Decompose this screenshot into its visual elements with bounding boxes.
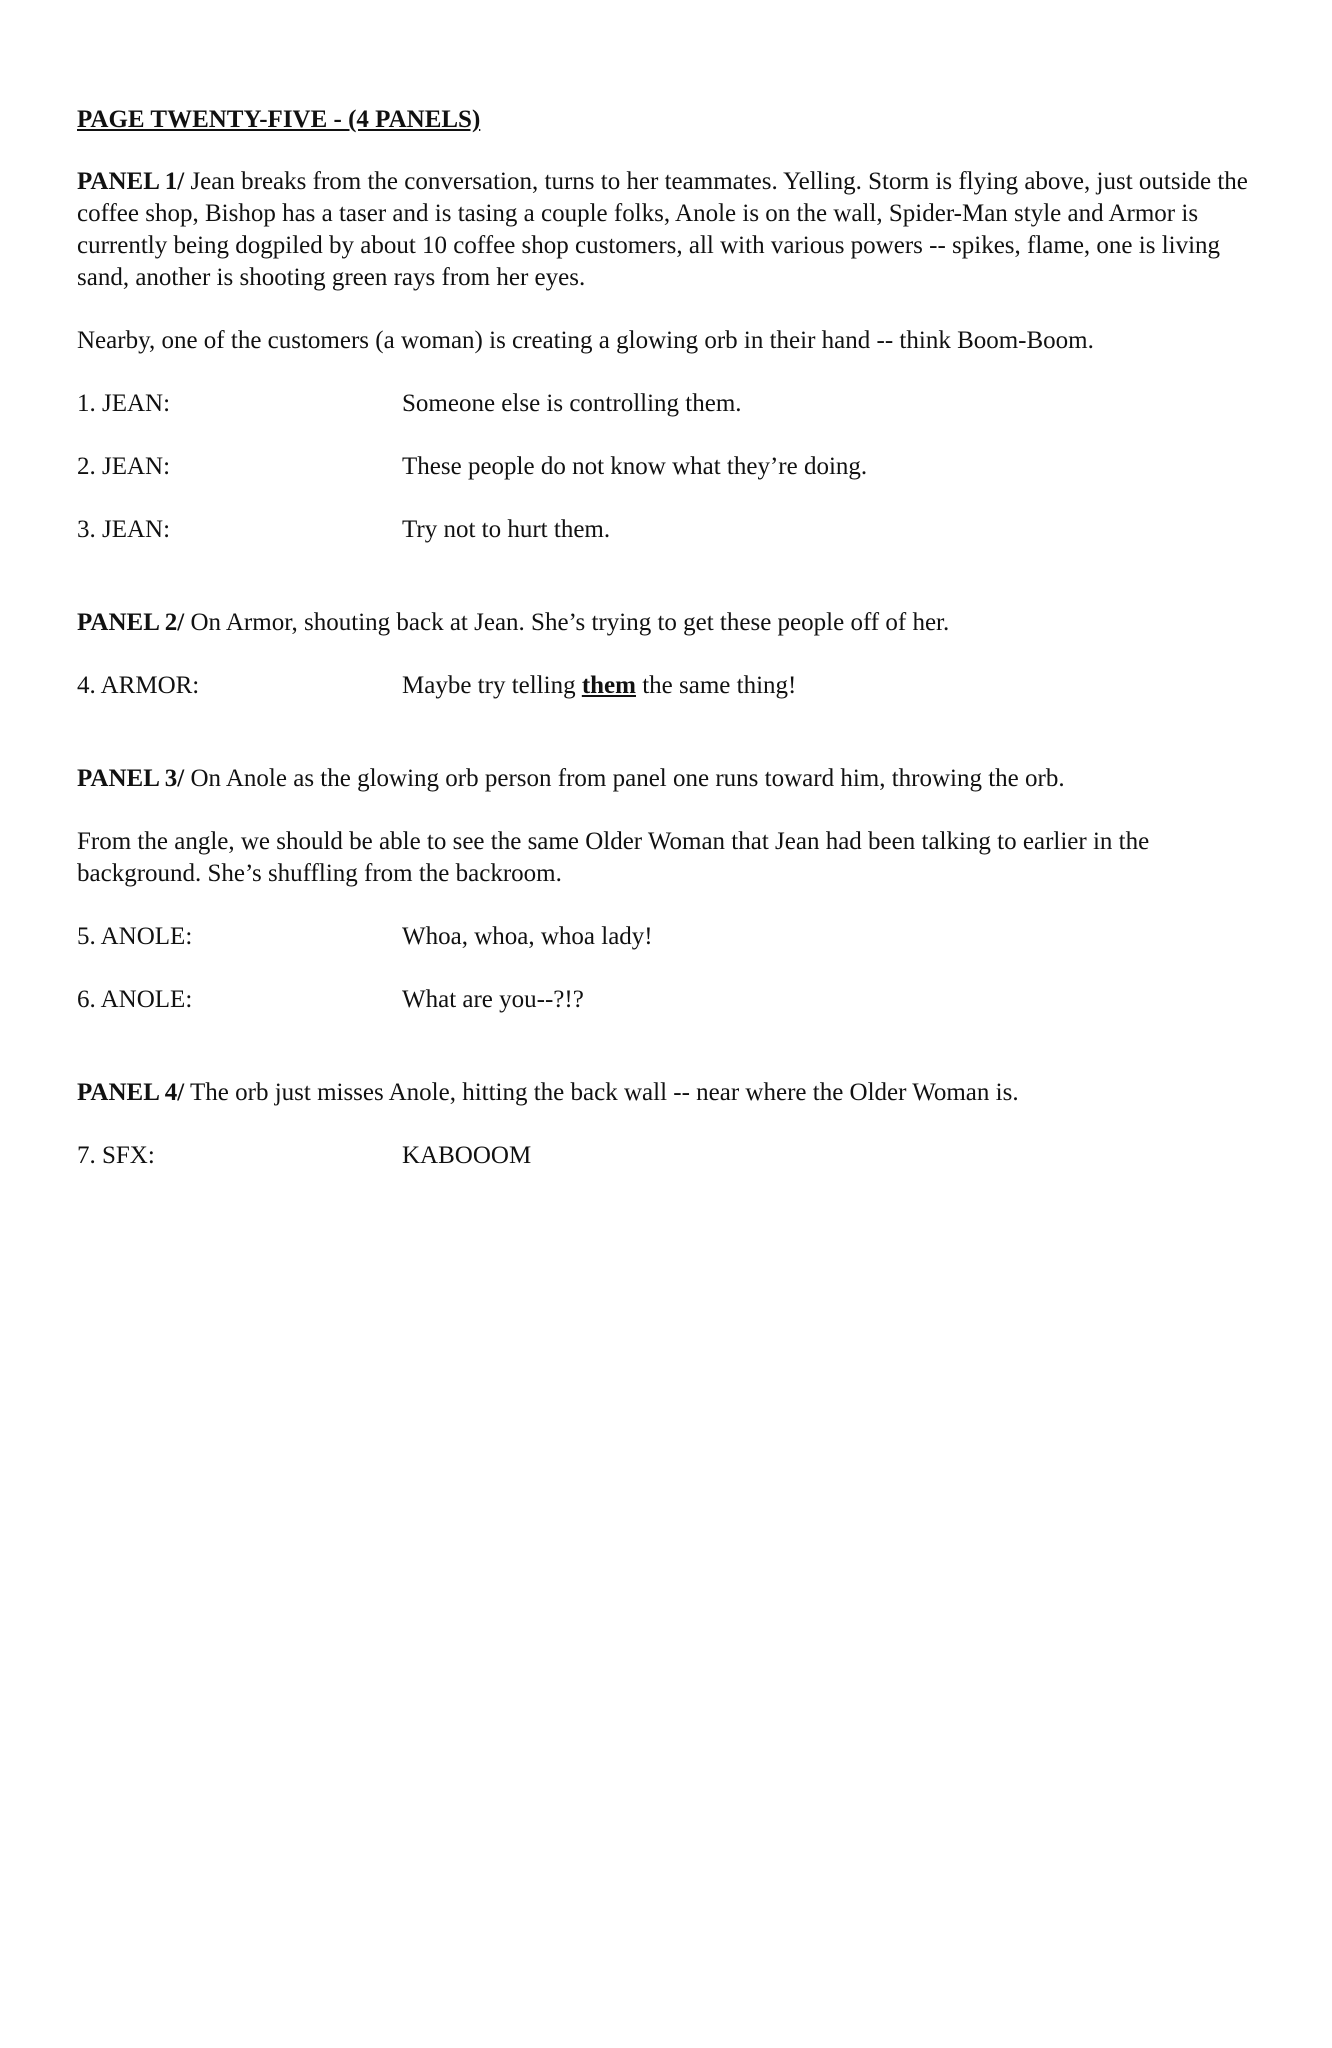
speaker: 7. SFX: xyxy=(77,1142,155,1169)
panel-2-label: PANEL 2/ xyxy=(77,609,185,636)
dialogue-line-4 xyxy=(77,670,1257,702)
panel-2-description-text: On Armor, shouting back at Jean. She’s trying to get these people off of her. xyxy=(184,609,950,636)
speaker: 5. ANOLE: xyxy=(77,923,193,950)
speaker: 2. JEAN: xyxy=(77,453,171,480)
panel-3-label: PANEL 3/ xyxy=(77,765,185,792)
panel-spacer xyxy=(77,577,1257,607)
panel-1-note: Nearby, one of the customers (a woman) is creating a glowing orb in their hand -- think Boom-Boom. xyxy=(77,327,1094,354)
dialogue-line-6 xyxy=(77,984,1257,1016)
dialogue-text xyxy=(402,670,1257,702)
panel-1-label: PANEL 1/ xyxy=(77,168,185,195)
dialogue-line-2 xyxy=(77,451,1257,483)
panel-4 xyxy=(77,1077,1257,1172)
dialogue-emphasis: them xyxy=(581,672,636,699)
dialogue-text: Whoa, whoa, whoa lady! xyxy=(402,923,653,950)
panel-4-description xyxy=(77,1077,1257,1109)
panel-1 xyxy=(77,166,1257,546)
script-content xyxy=(77,104,1257,1203)
dialogue-line-5 xyxy=(77,921,1257,953)
speaker: 4. ARMOR: xyxy=(77,672,200,699)
dialogue-line-7 xyxy=(77,1140,1257,1172)
page-heading: PAGE TWENTY-FIVE - (4 PANELS) xyxy=(77,106,481,133)
panel-2-description xyxy=(77,607,1257,639)
speaker: 6. ANOLE: xyxy=(77,986,193,1013)
panel-4-label: PANEL 4/ xyxy=(77,1079,185,1106)
dialogue-line-1 xyxy=(77,388,1257,420)
dialogue-text: Someone else is controlling them. xyxy=(402,390,742,417)
panel-spacer xyxy=(77,733,1257,763)
panel-4-description-text: The orb just misses Anole, hitting the back wall -- near where the Older Woman is. xyxy=(184,1079,1019,1106)
panel-3-description-text: On Anole as the glowing orb person from panel one runs toward him, throwing the orb. xyxy=(184,765,1065,792)
dialogue-text-before: Maybe try telling xyxy=(402,672,582,699)
dialogue-text-after: the same thing! xyxy=(635,672,797,699)
speaker: 1. JEAN: xyxy=(77,390,171,417)
panel-3-note: From the angle, we should be able to see the same Older Woman that Jean had been talking to earlier in the background. She’s shuffling from the backroom. xyxy=(77,828,1150,887)
panel-spacer xyxy=(77,1047,1257,1077)
panel-3 xyxy=(77,763,1257,1016)
dialogue-text: KABOOOM xyxy=(402,1142,532,1169)
dialogue-text: These people do not know what they’re doing. xyxy=(402,453,868,480)
dialogue-line-3 xyxy=(77,514,1257,546)
panel-3-description xyxy=(77,763,1257,795)
dialogue-text: Try not to hurt them. xyxy=(402,516,611,543)
panel-1-description xyxy=(77,166,1257,294)
dialogue-text: What are you--?!? xyxy=(402,986,584,1013)
panel-2 xyxy=(77,607,1257,702)
panel-1-description-text: Jean breaks from the conversation, turns to her teammates. Yelling. Storm is flying above, just outside the coffee shop, Bishop has a taser and is tasing a couple folks, Anole is on the wall, Spider-Man style and Armor is currently being dogpiled by about 10 coffee shop customers, all with various powers -- spikes, flame, one is living sand, another is shooting green rays from her eyes. xyxy=(77,168,1248,291)
speaker: 3. JEAN: xyxy=(77,516,171,543)
